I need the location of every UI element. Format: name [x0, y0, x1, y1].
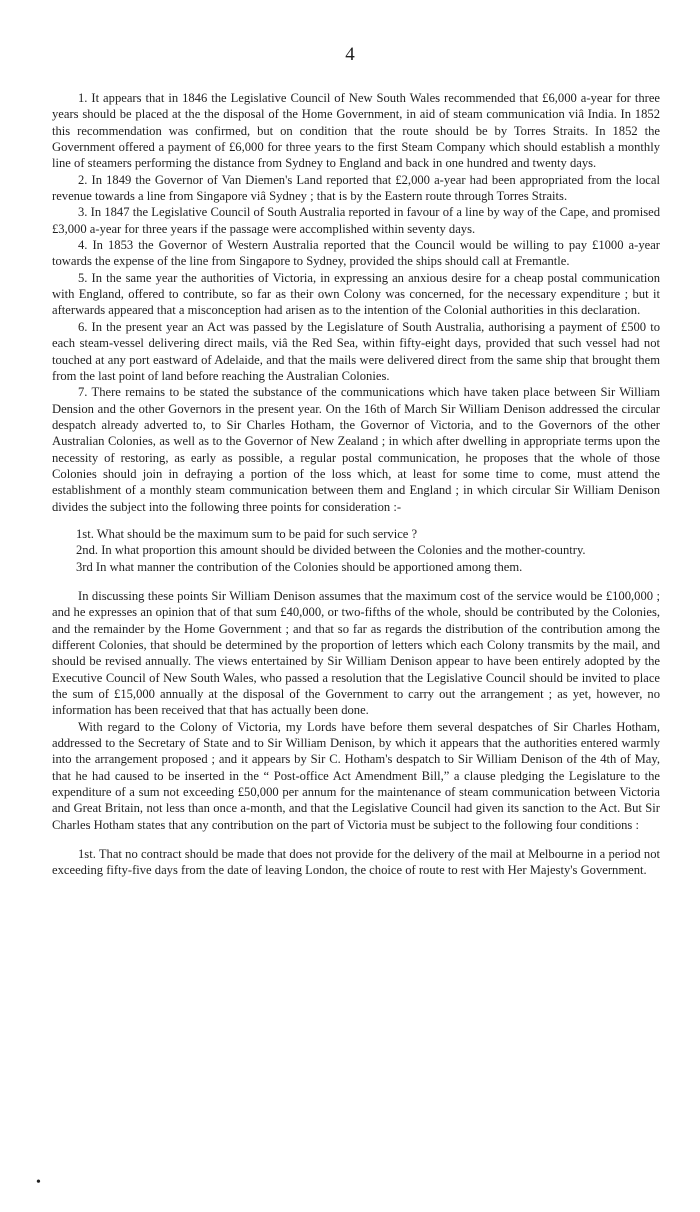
point-2: 2nd. In what proportion this amount should be divided between the Colonies and the mother-country.: [76, 543, 586, 558]
discussion-paragraph-2: With regard to the Colony of Victoria, my Lords have before them several despatches of Sir Charles Hotham, addressed to the Secretary of State and to Sir William Denison, by which it appears that the authorities entered warmly into the arrangement proposed ; and it appears by Sir C. Hotham's despatch to Sir William Denison of the 4th of May, that he had caused to be inserted in the “ Post-office Act Amendment Bill,” a clause pledging the Legislature to the expenditure of a sum not exceeding £50,000 per annum for the maintenance of steam communication between Victoria and Great Britain, not less than once a-month, and that the Legislative Council had given its sanction to the Act. But Sir Charles Hotham states that any contribution on the part of Victoria must be subject to the following four conditions :: [52, 719, 660, 832]
paragraph-7: 7. There remains to be stated the substance of the communications which have taken place between Sir William Dension and the other Governors in the present year. On the 16th of March Sir William Denison addressed the circular despatch already adverted to, to Sir Charles Hotham, the Governor of Victoria, and to the Governors of the other Australian Colonies, as well as to the Governor of New Zealand ; in which after dwelling in appropriate terms upon the necessity of restoring, as early as possible, a regular postal communication, he proposes that the whole of those Colonies should join in defraying a portion of the loss which, at least for some time to come, must attend the establishment of a monthly steam communication between them and England ; in which circular Sir William Denison divides the subject into the following three points for consideration :-: [52, 385, 660, 514]
margin-mark: •: [36, 1175, 41, 1190]
conditions-section: [52, 846, 660, 879]
paragraph-4: 4. In 1853 the Governor of Western Australia reported that the Council would be willing to pay £1000 a-year towards the expense of the line from Singapore to Sydney, provided the ships should call at Fremantle.: [52, 238, 660, 269]
paragraph-6: 6. In the present year an Act was passed by the Legislature of South Australia, authorising a payment of £500 to each steam-vessel delivering direct mails, viâ the Red Sea, within fifty-eight days, provided that such vessel had not touched at any port eastward of Adelaide, and that the mails were delivered direct from the same ship that brought them from the last point of land before reaching the Australian Colonies.: [52, 319, 660, 383]
discussion-section: [52, 588, 660, 833]
condition-1: 1st. That no contract should be made that does not provide for the delivery of the mail at Melbourne in a period not exceeding fifty-five days from the date of leaving London, the choice of route to rest with Her Majesty's Government.: [52, 847, 660, 878]
document-body: [52, 90, 660, 879]
paragraph-5: 5. In the same year the authorities of Victoria, in expressing an anxious desire for a cheap postal communication with England, offered to contribute, so far as their own Colony was concerned, for the necessary expenditure ; but it afterwards appeared that a misconception had arisen as to the intention of the Colonial authorities in this declaration.: [52, 270, 660, 318]
paragraph-1: 1. It appears that in 1846 the Legislative Council of New South Wales recommended that £6,000 a-year for three years should be placed at the the disposal of the Home Government, in aid of steam communication viâ India. In 1852 this recommendation was confirmed, but on condition that the route should be by Torres Straits. In 1852 the Government offered a payment of £6,000 for three years to the first Steam Company which should establish a monthly line of steamers performing the distance from Sydney to England and back in one hundred and twenty days.: [52, 91, 660, 171]
page-number: 4: [345, 44, 355, 65]
discussion-paragraph-1: In discussing these points Sir William Denison assumes that the maximum cost of the service would be £100,000 ; and he expresses an opinion that of that sum £40,000, or two-fifths of the whole, should be contributed by the Colonies, and the remainder by the Home Government ; and that so far as regards the distribution of the contribution among the different Colonies, that should be determined by the proportion of letters which each Colony transmits by the mail, and should be revised annually. The views entertained by Sir William Denison appear to have been entirely adopted by the Executive Council of New South Wales, who passed a resolution that the Legislative Council should be invited to place the sum of £15,000 annually at the disposal of the Government to carry out the arrangement ; as yet, however, no information has been received that that has actually been done.: [52, 588, 660, 718]
point-1: 1st. What should be the maximum sum to be paid for such service ?: [76, 526, 418, 541]
consideration-points: [52, 526, 660, 575]
paragraph-3: 3. In 1847 the Legislative Council of South Australia reported in favour of a line by way of the Cape, and promised £3,000 a-year for three years if the passage were accomplished within seventy days.: [52, 205, 660, 236]
point-3: 3rd In what manner the contribution of the Colonies should be apportioned among them.: [76, 559, 523, 574]
paragraph-2: 2. In 1849 the Governor of Van Diemen's Land reported that £2,000 a-year had been appropriated from the local revenue towards a line from Singapore viâ Sydney ; that is by the Eastern route through Torres Straits.: [52, 172, 660, 204]
